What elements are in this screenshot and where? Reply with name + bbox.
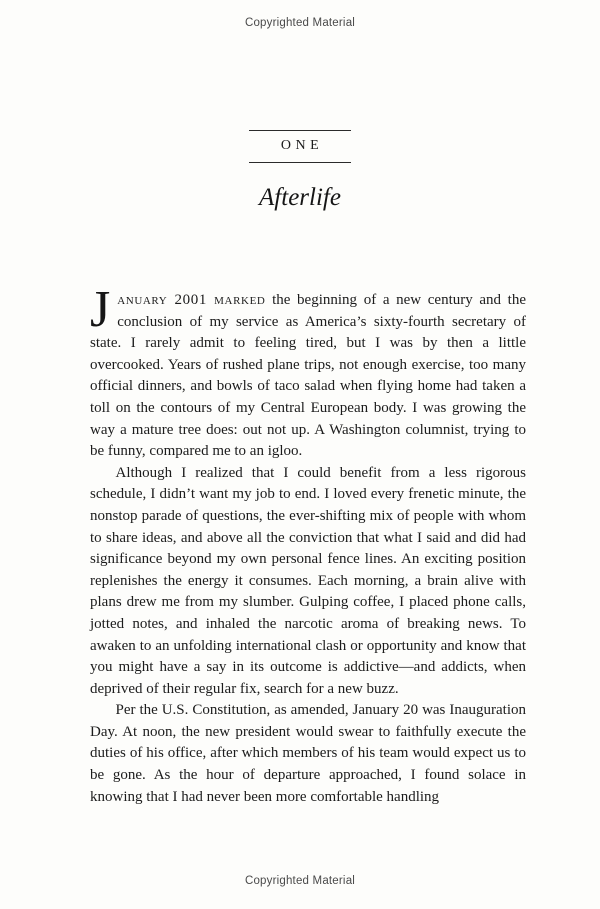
- paragraph-3: Per the U.S. Constitution, as amended, January 20 was Inauguration Day. At noon, the new president would swear to faithfully execute the duties of his office, after which members of his team would expect us to be gone. As the hour of departure approached, I found solace in knowing that I had never been more comfortable handling: [90, 702, 526, 805]
- chapter-number: ONE: [280, 138, 324, 153]
- page-body-text: [90, 281, 526, 808]
- paragraph-2: Although I realized that I could benefit from a less rigorous schedule, I didn’t want my job to end. I loved every frenetic minute, the nonstop parade of questions, the ever-shifting mix of people with whom to share ideas, and above all the conviction that what I said and did had significance beyond my own personal fence lines. An exciting position replenishes the energy it consumes. Each morning, a brain alive with plans drew me from my slumber. Gulping coffee, I placed phone calls, jotted notes, and inhaled the narcotic aroma of breaking news. To awaken to an unfolding international clash or opportunity and know that you might have a say in its outcome is addictive—and addicts, when deprived of their regular fix, search for a new buzz.: [90, 464, 526, 697]
- chapter-heading: [0, 130, 600, 163]
- drop-cap: J: [90, 281, 111, 338]
- chapter-rule-bottom: [249, 162, 351, 163]
- opening-smallcaps: anuary 2001 marked: [117, 292, 266, 308]
- paragraph-opening: [90, 281, 526, 463]
- copyright-notice-bottom: Copyrighted Material: [244, 875, 356, 887]
- paragraph-text: the beginning of a new century and the conclusion of my service as America’s sixty-fourth secretary of state. I rarely admit to feeling tired, but I was by then a little overcooked. Years of rushed plane trips, not enough exercise, too many official dinners, and bowls of taco salad when flying home had taken a toll on the contours of my Central European body. I was growing the way a mature tree does: out not up. A Washington columnist, trying to be funny, compared me to an igloo.: [90, 292, 526, 460]
- chapter-title: Afterlife: [259, 184, 341, 211]
- copyright-notice-top: Copyrighted Material: [244, 17, 356, 29]
